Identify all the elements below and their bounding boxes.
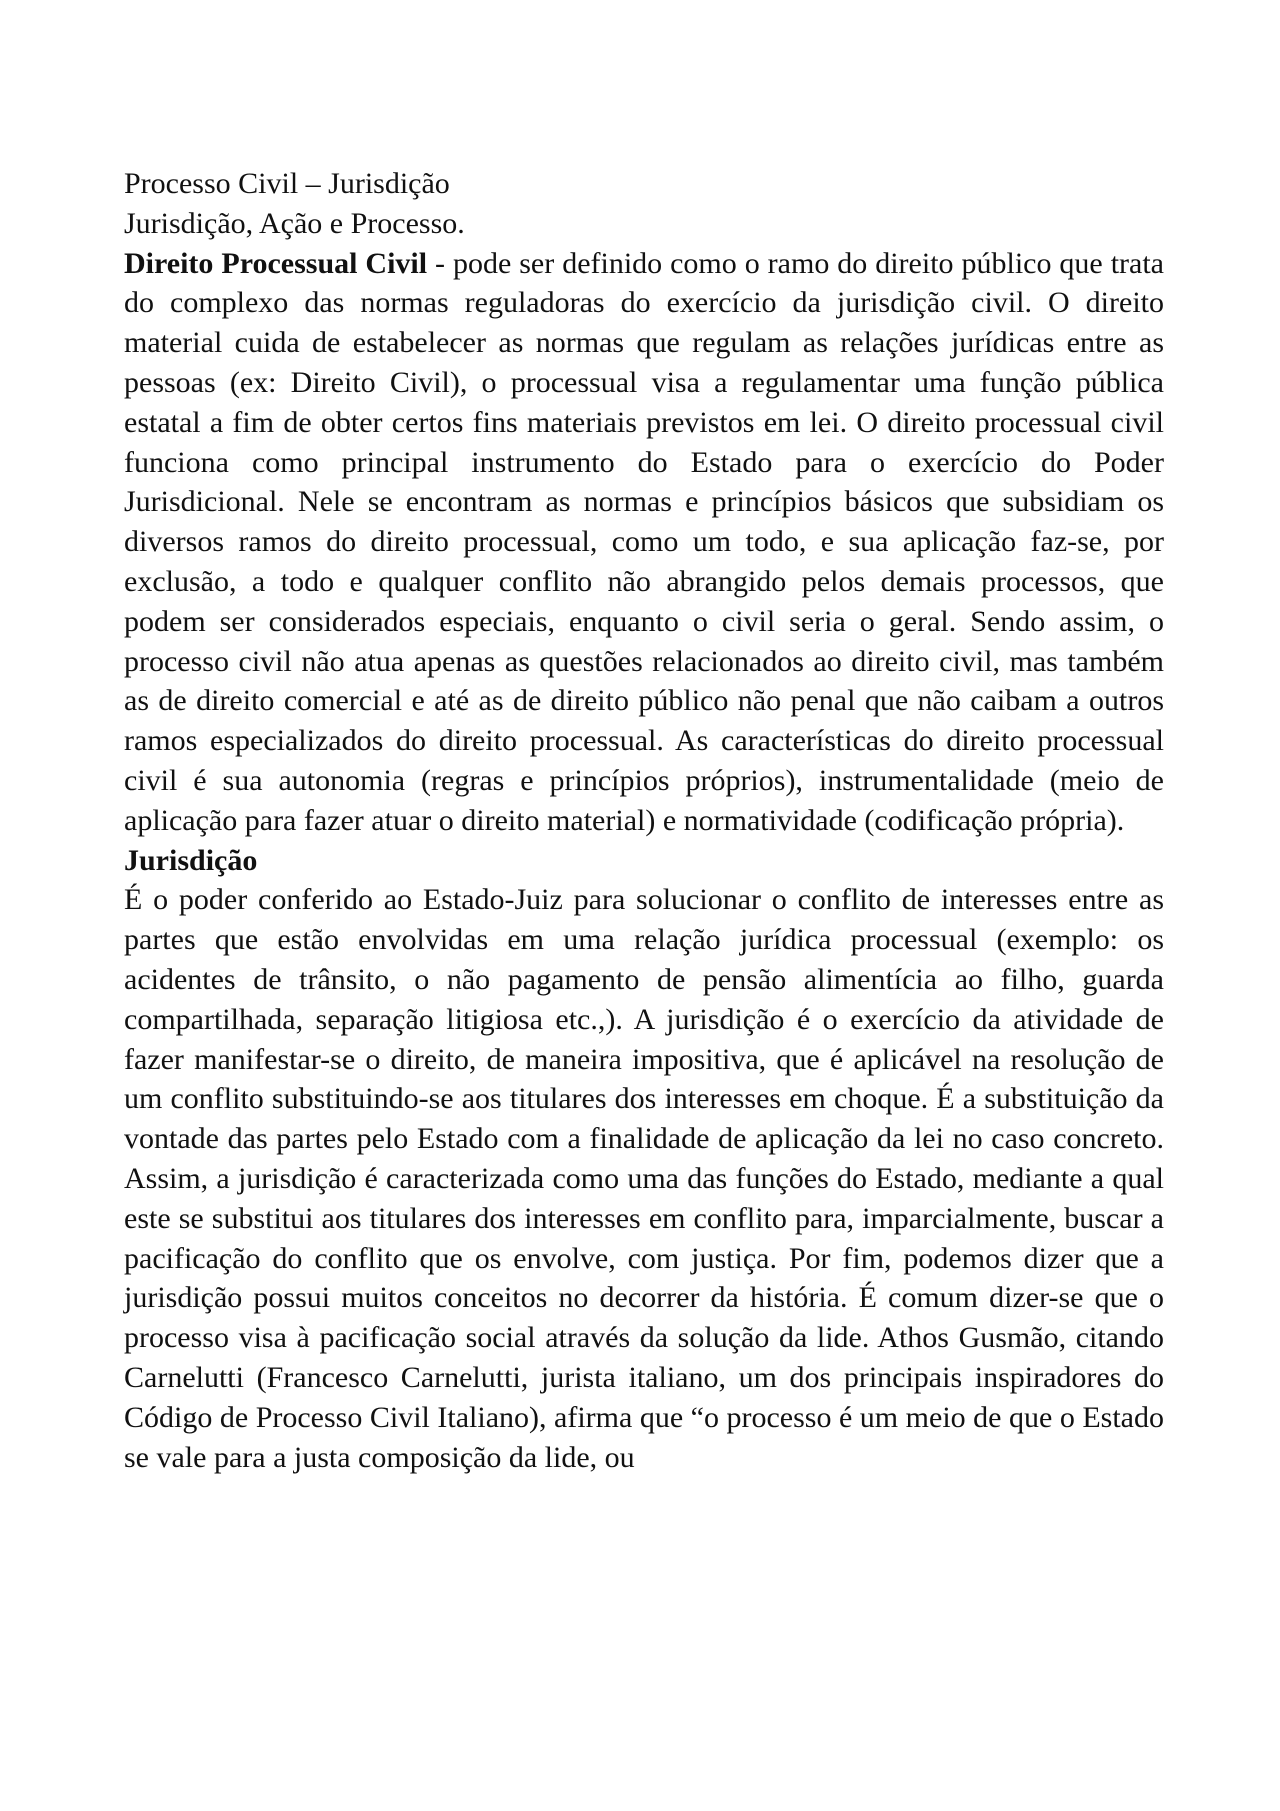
paragraph-body-direito-processual-civil: - pode ser definido como o ramo do direito público que trata do complexo das normas reguladoras do exercício da jurisdição civil. O direito material cuida de estabelecer as normas que regulam as relações jurídicas entre as pessoas (ex: Direito Civil), o processual visa a regulamentar uma função pública estatal a fim de obter certos fins materiais previstos em lei. O direito processual civil funciona como principal instrumento do Estado para o exercício do Poder Jurisdicional. Nele se encontram as normas e princípios básicos que subsidiam os diversos ramos do direito processual, como um todo, e sua aplicação faz-se, por exclusão, a todo e qualquer conflito não abrangido pelos demais processos, que podem ser considerados especiais, enquanto o civil seria o geral. Sendo assim, o processo civil não atua apenas as questões relacionados ao direito civil, mas também as de direito comercial e até as de direito público não penal que não caibam a outros ramos especializados do direito processual. As características do direito processual civil é sua autonomia (regras e princípios próprios), instrumentalidade (meio de aplicação para fazer atuar o direito material) e normatividade (codificação própria). <box>124 246 1164 837</box>
paragraph-direito-processual-civil <box>124 244 1164 841</box>
paragraph-jurisdicao: É o poder conferido ao Estado-Juiz para solucionar o conflito de interesses entre as partes que estão envolvidas em uma relação jurídica processual (exemplo: os acidentes de trânsito, o não pagamento de pensão alimentícia ao filho, guarda compartilhada, separação litigiosa etc.,). A jurisdição é o exercício da atividade de fazer manifestar-se o direito, de maneira impositiva, que é aplicável na resolução de um conflito substituindo-se aos titulares dos interesses em choque. É a substituição da vontade das partes pelo Estado com a finalidade de aplicação da lei no caso concreto. Assim, a jurisdição é caracterizada como uma das funções do Estado, mediante a qual este se substitui aos titulares dos interesses em conflito para, imparcialmente, buscar a pacificação do conflito que os envolve, com justiça. Por fim, podemos dizer que a jurisdição possui muitos conceitos no decorrer da história. É comum dizer-se que o processo visa à pacificação social através da solução da lide. Athos Gusmão, citando Carnelutti (Francesco Carnelutti, jurista italiano, um dos principais inspiradores do Código de Processo Civil Italiano), afirma que “o processo é um meio de que o Estado se vale para a justa composição da lide, ou <box>124 883 1164 1474</box>
term-direito-processual-civil: Direito Processual Civil <box>124 246 428 280</box>
document-title: Processo Civil – Jurisdição <box>124 167 450 200</box>
section-heading-jurisdicao: Jurisdição <box>124 843 258 877</box>
document-subtitle: Jurisdição, Ação e Processo. <box>124 206 465 240</box>
document-page <box>124 164 1164 1477</box>
